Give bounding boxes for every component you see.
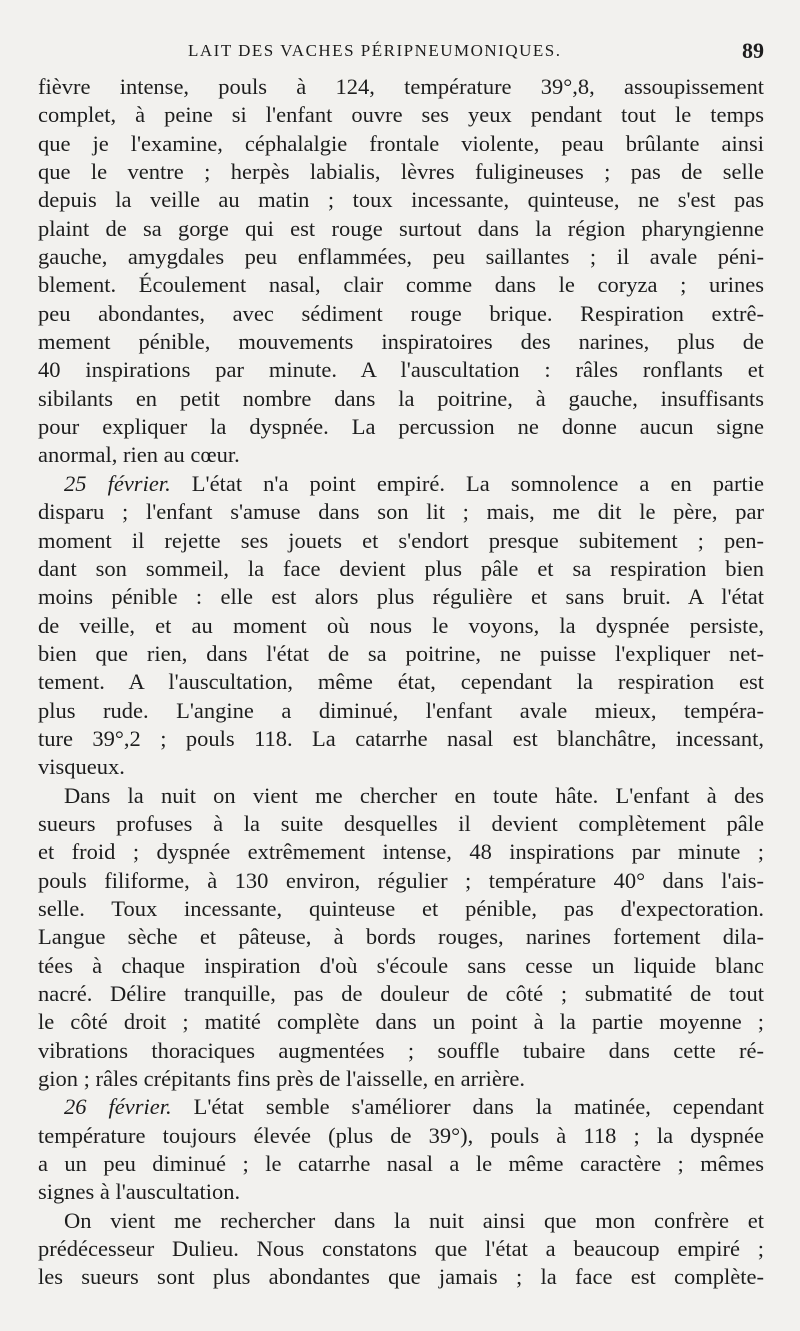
text-line: pouls filiforme, à 130 environ, régulier ; température 40° dans l'ais- (38, 867, 764, 893)
entry-text: L'état n'a point empiré. La somnolence a en partie (191, 470, 764, 496)
text-line: le côté droit ; matité complète dans un point à la partie moyenne ; (38, 1009, 764, 1035)
text-line: blement. Écoulement nasal, clair comme dans le coryza ; urines (38, 272, 764, 298)
page-number: 89 (742, 38, 764, 63)
text-line: température toujours élevée (plus de 39°), pouls à 118 ; la dyspnée (38, 1122, 764, 1148)
text-line: dant son sommeil, la face devient plus pâle et sa respiration bien (38, 555, 764, 581)
text-line: gion ; râles crépitants fins près de l'aisselle, en arrière. (38, 1066, 525, 1092)
page-header (38, 36, 764, 66)
text-line: vibrations thoraciques augmentées ; souffle tubaire dans cette ré- (38, 1037, 764, 1063)
text-line: tées à chaque inspiration d'où s'écoule sans cesse un liquide blanc (38, 952, 764, 978)
text-line: depuis la veille au matin ; toux incessante, quinteuse, ne s'est pas (38, 187, 764, 213)
text-line: mement pénible, mouvements inspiratoires des narines, plus de (38, 329, 764, 355)
text-line: Langue sèche et pâteuse, à bords rouges, narines fortement dila- (38, 924, 764, 950)
text-line: a un peu diminué ; le catarrhe nasal a le même caractère ; mêmes (38, 1151, 764, 1177)
date-label: 25 février. (64, 470, 171, 496)
text-line: que je l'examine, céphalalgie frontale violente, peau brûlante ainsi (38, 130, 764, 156)
text-line: sibilants en petit nombre dans la poitrine, à gauche, insuffisants (38, 385, 764, 411)
dated-entry-line (38, 1093, 764, 1121)
dated-entry-line (38, 470, 764, 498)
text-line: disparu ; l'enfant s'amuse dans son lit ; mais, me dit le père, par (38, 499, 764, 525)
text-line: peu abondantes, avec sédiment rouge brique. Respiration extrê- (38, 300, 764, 326)
text-line: visqueux. (38, 754, 125, 780)
text-line: selle. Toux incessante, quinteuse et pénible, pas d'expectoration. (38, 895, 764, 921)
text-line: moins pénible : elle est alors plus régulière et sans bruit. A l'état (38, 584, 764, 610)
text-line: anormal, rien au cœur. (38, 442, 240, 468)
text-line: Dans la nuit on vient me chercher en toute hâte. L'enfant à des (64, 782, 764, 808)
text-line: tement. A l'auscultation, même état, cependant la respiration est (38, 669, 764, 695)
entry-text: L'état semble s'améliorer dans la matinée, cependant (193, 1094, 764, 1120)
text-line: moment il rejette ses jouets et s'endort presque subitement ; pen- (38, 527, 764, 553)
text-line: complet, à peine si l'enfant ouvre ses yeux pendant tout le temps (38, 102, 764, 128)
text-line: bien que rien, dans l'état de sa poitrine, ne puisse l'expliquer net- (38, 640, 764, 666)
text-line: plaint de sa gorge qui est rouge surtout dans la région pharyngienne (38, 215, 764, 241)
text-line: plus rude. L'angine a diminué, l'enfant avale mieux, tempéra- (38, 697, 764, 723)
text-line: ture 39°,2 ; pouls 118. La catarrhe nasal est blanchâtre, incessant, (38, 725, 764, 751)
text-line: fièvre intense, pouls à 124, température 39°,8, assoupissement (38, 74, 764, 99)
text-line: pour expliquer la dyspnée. La percussion ne donne aucun signe (38, 414, 764, 440)
text-line: les sueurs sont plus abondantes que jamais ; la face est complète- (38, 1264, 764, 1290)
running-title: LAIT DES VACHES PÉRIPNEUMONIQUES. (188, 41, 562, 60)
text-line: 40 inspirations par minute. A l'auscultation : râles ronflants et (38, 357, 764, 383)
text-line: nacré. Délire tranquille, pas de douleur de côté ; submatité de tout (38, 981, 764, 1006)
text-line: gauche, amygdales peu enflammées, peu saillantes ; il avale péni- (38, 244, 764, 270)
text-line: et froid ; dyspnée extrêmement intense, 48 inspirations par minute ; (38, 839, 764, 865)
date-label: 26 février. (64, 1094, 172, 1120)
text-line: sueurs profuses à la suite desquelles il devient complètement pâle (38, 810, 764, 836)
text-line: On vient me rechercher dans la nuit ainsi que mon confrère et (64, 1207, 764, 1233)
text-line: de veille, et au moment où nous le voyons, la dyspnée persiste, (38, 612, 764, 638)
text-line: signes à l'auscultation. (38, 1179, 241, 1205)
text-line: que le ventre ; herpès labialis, lèvres fuligineuses ; pas de selle (38, 159, 764, 185)
text-line: prédécesseur Dulieu. Nous constatons que l'état a beaucoup empiré ; (38, 1236, 764, 1262)
page-body (38, 73, 764, 1292)
